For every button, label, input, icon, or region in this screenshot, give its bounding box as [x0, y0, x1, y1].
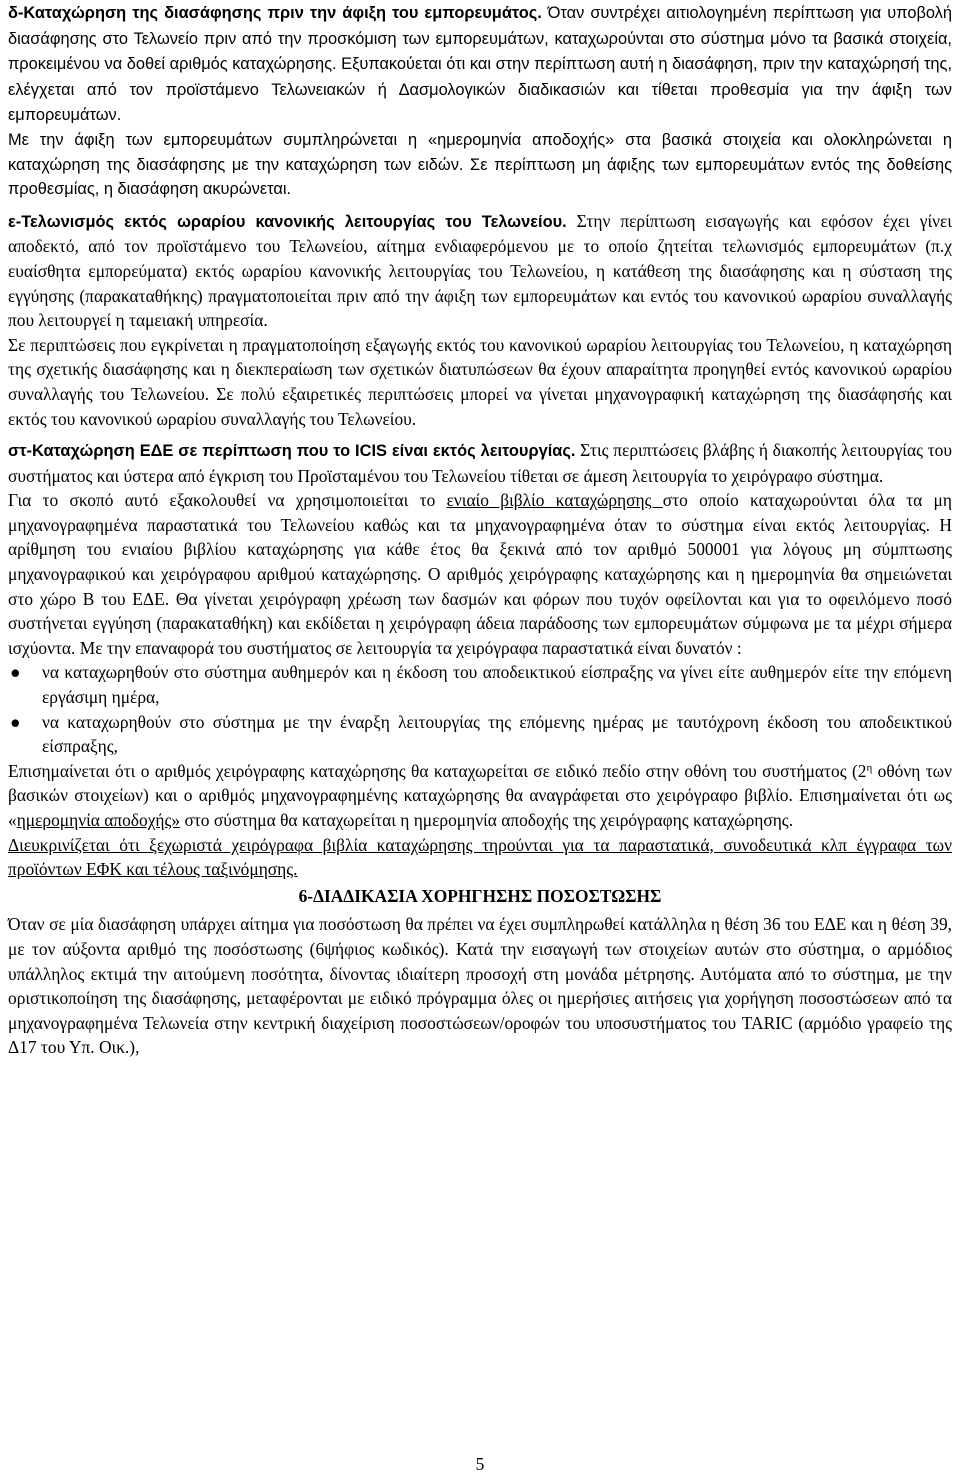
section-st-text-c-post: οθόνη των βασικών στοιχείων) και ο αριθμός μηχανογραφημένης καταχώρησης θα αναγράφεται στο χειρόγραφο βιβλίο. Επισημαίνεται ότι ως «: [8, 760, 952, 830]
list-item: [8, 710, 952, 759]
section-d-heading: δ-Καταχώρηση της διασάφησης πριν την άφιξη του εμπορευμάτος.: [8, 4, 542, 22]
list-item: [8, 660, 952, 709]
section-6-heading: 6-ΔΙΑΔΙΚΑΣΙΑ ΧΟΡΗΓΗΣΗΣ ΠΟΣΟΣΤΩΣΗΣ: [298, 885, 662, 906]
section-d-text-a: Όταν συντρέχει αιτιολογημένη περίπτωση για υποβολή διασάφησης στο Τελωνείο πριν από την προσκόμιση των εμπορευμάτων, καταχωρούνται στο σύστημα μόνο τα βασικά στοιχεία, προκειμένου να δοθεί αριθμός καταχώρησης. Εξυπακούεται ότι και στην περίπτωση αυτή η διασάφηση, πριν την καταχώρησή της, ελέγχεται από τον προϊστάμενο Τελωνειακών ή Δασμολογικών διαδικασιών και τίθεται προθεσμία για την άφιξη των εμπορευμάτων.: [8, 4, 952, 125]
section-st-heading: στ-Καταχώρηση ΕΔΕ σε περίπτωση που το ICIS είναι εκτός λειτουργίας.: [8, 442, 576, 461]
paragraph-section-st-c: [8, 759, 952, 833]
paragraph-section-e: [8, 209, 952, 333]
section-e-heading: ε-Τελωνισμός εκτός ωραρίου κανονικής λειτουργίας του Τελωνείου.: [8, 212, 567, 231]
section-st-text-b-pre: Για το σκοπό αυτό εξακολουθεί να χρησιμοποιείται το: [8, 490, 447, 511]
section-st-text-a: Στις περιπτώσεις βλάβης ή διακοπής λειτουργίας του συστήματος και ύστερα από έγκριση του Προϊσταμένου του Τελωνείου τίθεται σε άμεση λειτουργία το χειρόγραφο σύστημα.: [8, 440, 952, 486]
paragraph-section-st: [8, 438, 952, 488]
bullet-text: να καταχωρηθούν στο σύστημα με την έναρξη λειτουργίας της επόμενης ημέρας με ταυτόχρονη έκδοση του αποδεικτικού είσπραξης,: [42, 711, 952, 757]
section-st-text-c-end: στο σύστημα θα καταχωρείται η ημερομηνία αποδοχής της χειρόγραφης καταχώρησης.: [180, 810, 794, 830]
section-e-text-a: Στην περίπτωση εισαγωγής και εφόσον έχει γίνει αποδεκτό, από τον προϊστάμενο του Τελωνείου, αίτημα ενδιαφερόμενου με το οποίο ζητείται τελωνισμός εμπορευμάτων (π.χ ευαίσθητα εμπορεύματα) εκτός ωραρίου κανονικής λειτουργίας του Τελωνείου, η κατάθεση της διασάφησης και η σύσταση της εγγύησης (παρακαταθήκης) πραγματοποιείται πριν από την άφιξη των εμπορευμάτων και εντός του κανονικού ωραρίου συναλλαγής που λειτουργεί η ταμειακή υπηρεσία.: [8, 210, 952, 331]
paragraph-section-d: [8, 0, 952, 128]
bullet-icon: ●: [10, 662, 21, 683]
acceptance-date-underlined: ημερομηνία αποδοχής»: [16, 810, 181, 830]
section-d-text-b: Με την άφιξη των εμπορευμάτων συμπληρώνεται η «ημερομηνία αποδοχής» στα βασικά στοιχεία και ολοκληρώνεται η καταχώρηση της διασάφησης με την καταχώρηση των ειδών. Σε περίπτωση μη άφιξης των εμπορευμάτων εντός της δοθείσης προθεσμίας, η διασάφηση ακυρώνεται.: [8, 130, 952, 199]
unified-register-link: ενιαίο βιβλίο καταχώρησης: [446, 490, 663, 511]
bullet-text: να καταχωρηθούν στο σύστημα αυθημερόν και η έκδοση του αποδεικτικού είσπραξης να γίνει είτε αυθημερόν είτε την επόμενη εργάσιμη ημέρα,: [42, 662, 952, 708]
superscript: η: [866, 761, 873, 774]
paragraph-section-st-b: [8, 488, 952, 660]
section-st-text-d: Διευκρινίζεται ότι ξεχωριστά χειρόγραφα βιβλία καταχώρησης τηρούνται για τα παραστατικά, συνοδευτικά κλπ έγγραφα των προϊόντων ΕΦΚ και τέλους ταξινόμησης.: [8, 834, 952, 880]
bullet-list: [8, 660, 952, 758]
bullet-icon: ●: [10, 711, 21, 732]
section-6-text: Όταν σε μία διασάφηση υπάρχει αίτημα για ποσόστωση θα πρέπει να έχει συμπληρωθεί κατάλληλα η θέση 36 του ΕΔΕ και η θέση 39, με τον αύξοντα αριθμό της ποσόστωσης (6ψήφιος κωδικός). Κατά την εισαγωγή των στοιχείων αυτών στο σύστημα, ο αρμόδιος υπάλληλος εκτιμά την αιτούμενη ποσότητα, δίνοντας ιδιαίτερη προσοχή στη μονάδα μέτρησης. Αυτόματα από το σύστημα, με την οριστικοποίηση της διασάφησης, μεταφέρονται με ειδικό πρόγραμμα όλες οι ημερήσιες αιτήσεις για χορήγηση ποσοστώσεων από τα μηχανογραφημένα Τελωνεία στην κεντρική διαχείριση ποσοστώσεων/οροφών του υποσυστήματος του TARIC (αρμόδιο γραφείο της Δ17 του Υπ. Οικ.),: [8, 914, 952, 1058]
section-e-text-b: Σε περιπτώσεις που εγκρίνεται η πραγματοποίηση εξαγωγής εκτός του κανονικού ωραρίου λειτουργίας του Τελωνείου, η καταχώρηση της σχετικής διασάφησης και η διεκπεραίωση των σχετικών διατυπώσεων θα έχουν απαραίτητα προηγηθεί εντός κανονικού ωραρίου συναλλαγής του Τελωνείου. Σε πολύ εξαιρετικές περιπτώσεις μπορεί να γίνεται μηχανογραφική καταχώρηση της διασάφησής και εκτός του κανονικού ωραρίου συναλλαγής του Τελωνείου.: [8, 334, 952, 429]
section-st-text-b-post: στο οποίο καταχωρούνται όλα τα μη μηχανογραφημένα παραστατικά του Τελωνείου καθώς και τα μηχανογραφημένα όταν το σύστημα είναι εκτός λειτουργίας. Η αρίθμηση του ενιαίου βιβλίου καταχώρησης για κάθε έτος θα ξεκινά από τον αριθμό 500001 για λόγους μη σύμπτωσης μηχανογραφικού και χειρόγραφου αριθμού καταχώρησης. Ο αριθμός χειρόγραφης καταχώρησης και η ημερομηνία θα σημειώνεται στο χώρο Β του ΕΔΕ. Θα γίνεται χειρόγραφη χρέωση των δασμών και φόρων που τυχόν οφείλονται και για το οφειλόμενο ποσό συστήνεται εγγύηση (παρακαταθήκη) και εκδίδεται η χειρόγραφη άδεια παράδοσης των εμπορευμάτων σύμφωνα με τα μέχρι σήμερα ισχύοντα. Με την επαναφορά του συστήματος σε λειτουργία τα χειρόγραφα παραστατικά είναι δυνατόν :: [8, 490, 952, 658]
section-st-text-c-pre: Επισημαίνεται ότι ο αριθμός χειρόγραφης καταχώρησης θα καταχωρείται σε ειδικό πεδίο στην οθόνη του συστήματος (2: [8, 760, 867, 781]
page-number: 5: [475, 1454, 485, 1474]
